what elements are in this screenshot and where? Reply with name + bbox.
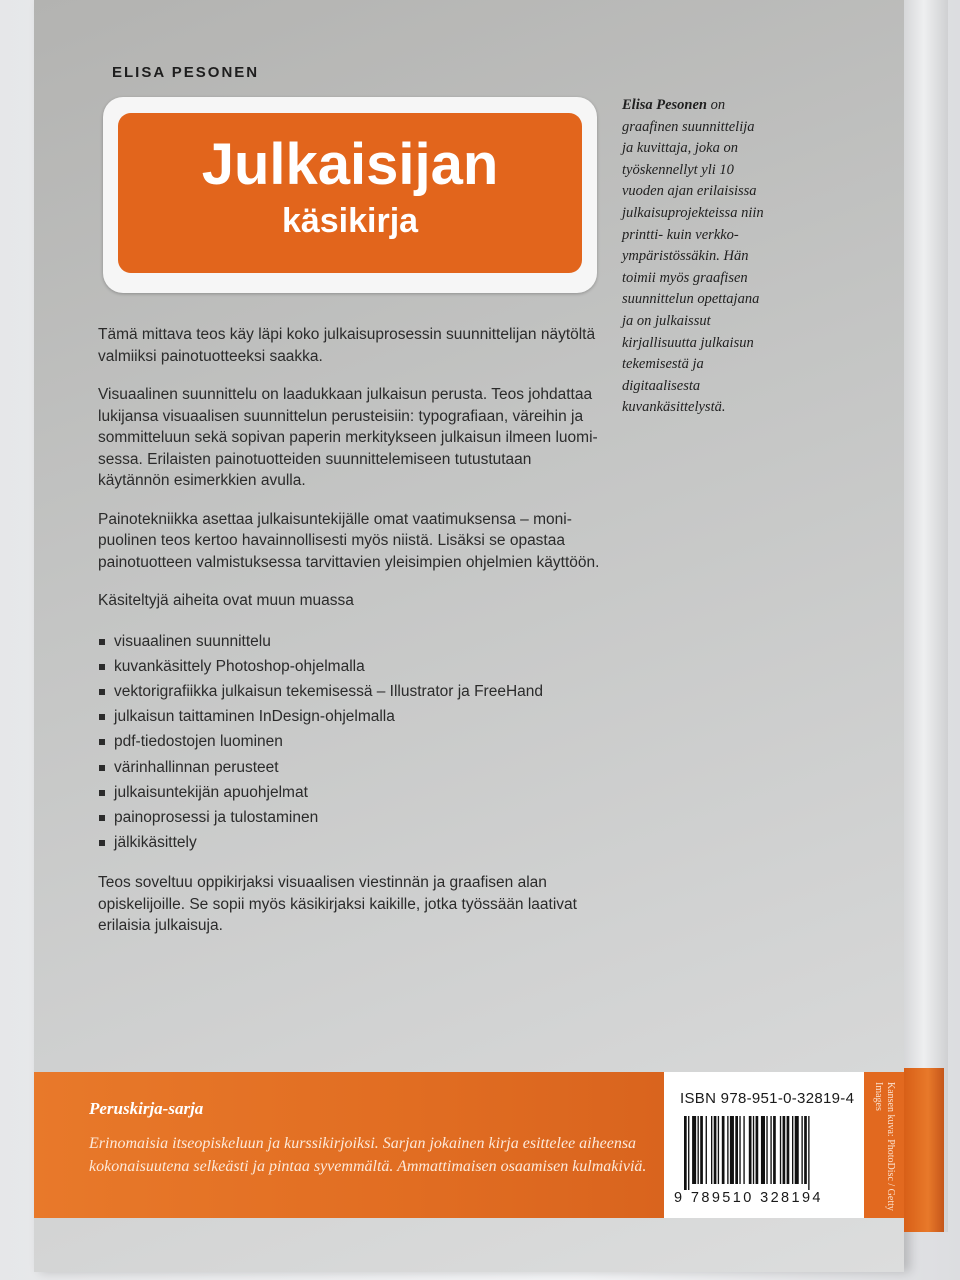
topic-item	[98, 629, 604, 654]
barcode-bar	[711, 1116, 712, 1184]
barcode-bar	[735, 1116, 738, 1184]
bullet-icon	[99, 689, 105, 695]
author-bio	[622, 95, 822, 419]
bullet-icon	[99, 815, 105, 821]
bullet-icon	[99, 790, 105, 796]
barcode-bar	[773, 1116, 776, 1184]
barcode-bar	[792, 1116, 793, 1184]
barcode-bar	[804, 1116, 807, 1184]
title-frame	[103, 97, 597, 293]
series-title: Peruskirja-sarja	[89, 1099, 204, 1118]
barcode-bar	[780, 1116, 781, 1184]
bio-line: kuvankäsittelystä.	[622, 399, 726, 416]
topic-item	[98, 704, 604, 729]
barcode-bar	[714, 1116, 717, 1184]
bullet-icon	[99, 840, 105, 846]
bio-line: toimii myös graafisen	[622, 269, 748, 286]
barcode-number: 9 789510 328194	[674, 1190, 823, 1206]
description-paragraph: Painotekniikka asettaa julkaisuntekijälle omat vaatimuksensa – monipuolinen teos kertoo havainnollisesti myös niistä. Lisäksi se opastaa painotuotteen valmistuksessa tarvittavien yleisimpien ohjelmien käyttöön.	[98, 510, 600, 571]
bio-line: printti- kuin verkko-	[622, 226, 739, 243]
bio-line: graafinen suunnittelija	[622, 118, 755, 135]
topic-item	[98, 805, 604, 830]
topics-heading: Käsiteltyjä aiheita ovat muun muassa	[98, 592, 354, 609]
bullet-icon	[99, 639, 105, 645]
bio-line: on	[707, 97, 726, 113]
topic-label: värinhallinnan perusteet	[114, 758, 279, 776]
bio-line: vuoden ajan erilaisissa	[622, 183, 757, 200]
bio-line: ja kuvittaja, joka on	[622, 140, 738, 157]
barcode-bar	[739, 1116, 740, 1184]
barcode-bar	[698, 1116, 699, 1184]
topic-item	[98, 830, 604, 855]
barcode-bar	[722, 1116, 725, 1184]
bio-line: digitaalisesta	[622, 377, 701, 394]
bio-line: julkaisuprojekteissa niin	[622, 204, 764, 221]
barcode-bar	[684, 1116, 687, 1190]
barcode-bar	[730, 1116, 734, 1184]
bullet-icon	[99, 714, 105, 720]
isbn-label: ISBN 978-951-0-32819-4	[680, 1090, 855, 1107]
barcode-bar	[761, 1116, 765, 1184]
series-text: Erinomaisia itseopiskeluun ja kurssikirjoiksi. Sarjan jokainen kirja esittelee aiheensa kokonaisuutena selkeästi ja pintaa syvemmältä. Ammattimaisen osaamisen kulmakiviä.	[89, 1135, 647, 1175]
topics-list	[98, 629, 604, 856]
barcode-bar	[743, 1116, 744, 1184]
barcode-bar	[808, 1116, 809, 1190]
bullet-icon	[99, 739, 105, 745]
bio-line: ympäristössäkin. Hän	[622, 248, 749, 265]
bio-line: suunnittelun opettajana	[622, 291, 760, 308]
book-title: Julkaisijan	[201, 132, 499, 197]
series-band	[34, 1072, 664, 1218]
book-subtitle: käsikirja	[281, 202, 419, 240]
topic-label: visuaalinen suunnittelu	[114, 632, 271, 650]
barcode-bar	[787, 1116, 790, 1184]
barcode-bar	[706, 1116, 707, 1184]
description-paragraph: Tämä mittava teos käy läpi koko julkaisuprosessin suunnittelijan näytöltä valmiiksi painotuotteeksi saakka.	[98, 326, 596, 365]
barcode-bar	[727, 1116, 728, 1184]
bio-line: ja on julkaissut	[622, 312, 711, 329]
bullet-icon	[99, 765, 105, 771]
barcode-bar	[801, 1116, 802, 1184]
topic-label: vektorigrafiikka julkaisun tekemisessä – Illustrator ja FreeHand	[114, 682, 544, 700]
barcode-box	[664, 1072, 864, 1218]
barcode-bar	[749, 1116, 752, 1184]
barcode-bar	[688, 1116, 689, 1190]
topic-label: pdf-tiedostojen luominen	[114, 733, 283, 751]
barcode-bar	[692, 1116, 696, 1184]
topic-label: julkaisun taittaminen InDesign-ohjelmalla	[114, 708, 395, 726]
bullet-icon	[99, 664, 105, 670]
book-spine	[904, 0, 948, 1232]
barcode-bar	[795, 1116, 799, 1184]
barcode-bar	[770, 1116, 771, 1184]
topic-label: painoprosessi ja tulostaminen	[114, 808, 319, 826]
bio-line: kirjallisuutta julkaisun	[622, 334, 754, 351]
barcode-bar	[783, 1116, 786, 1184]
book-description	[98, 324, 604, 954]
author-name: ELISA PESONEN	[112, 64, 260, 81]
bio-author-name: Elisa Pesonen	[622, 97, 707, 113]
title-box	[118, 113, 582, 273]
barcode-bar	[756, 1116, 759, 1184]
topic-label: kuvankäsittely Photoshop-ohjelmalla	[114, 657, 365, 675]
description-paragraph: Teos soveltuu oppikirjaksi visuaalisen viestinnän ja graafisen alan opiskelijoille. Se sopii myös käsikirjaksi kaikille, jotka työssään laativat erilaisia julkaisuja.	[98, 874, 577, 935]
credit-column	[864, 1072, 904, 1218]
cover-photo-credit: Kansen kuva: PhotoDisc / Getty Images	[873, 1082, 896, 1211]
description-paragraph: Visuaalinen suunnittelu on laadukkaan julkaisun perusta. Teos johdattaa lukijansa visuaalisen suunnittelun perusteisiin: typografiaan, väreihin ja sommitteluun sekä sopivan paperin merkitykseen julkaisun ilmeen luomisessa. Erilaisten painotuotteiden suunnittelemiseen tutustutaan käytännön esimerkkien avulla.	[98, 386, 598, 489]
topic-label: julkaisuntekijän apuohjelmat	[114, 783, 308, 801]
barcode-bar	[700, 1116, 703, 1184]
topic-item	[98, 729, 604, 754]
topic-item	[98, 755, 604, 780]
barcode-bar	[718, 1116, 719, 1184]
barcode-bar	[753, 1116, 754, 1184]
bio-line: työskennellyt yli 10	[622, 161, 734, 178]
topic-item	[98, 780, 604, 805]
barcode-bar	[766, 1116, 767, 1184]
topic-item	[98, 679, 604, 704]
bio-line: tekemisestä ja	[622, 356, 704, 373]
barcode-icon	[684, 1116, 844, 1190]
topic-label: jälkikäsittely	[114, 834, 197, 852]
topic-item	[98, 654, 604, 679]
spine-orange-band	[904, 1068, 944, 1232]
